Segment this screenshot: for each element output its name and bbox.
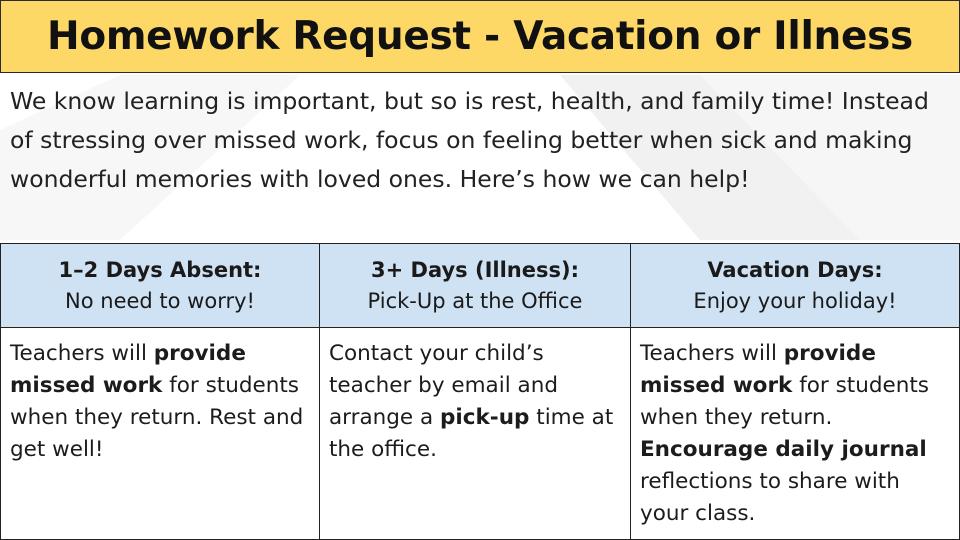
column-header-vacation: [631, 244, 959, 328]
body-emphasis: Encourage daily journal: [640, 437, 927, 462]
column-heading: 3+ Days (Illness):: [371, 257, 579, 282]
body-emphasis: provide missed work: [640, 341, 876, 398]
body-text: time at the office.: [329, 405, 614, 462]
column-body-vacation: [631, 328, 959, 539]
body-text: Teachers will: [640, 341, 784, 366]
body-emphasis: pick-up: [440, 405, 530, 430]
column-body-short-absence: [1, 328, 320, 539]
column-heading: 1–2 Days Absent:: [58, 257, 262, 282]
column-subheading: Pick-Up at the Office: [367, 288, 583, 313]
column-subheading: No need to worry!: [65, 288, 255, 313]
column-subheading: Enjoy your holiday!: [693, 288, 897, 313]
title-banner: [0, 0, 960, 73]
body-text: Contact your child’s teacher by email and arrange a: [329, 341, 558, 430]
column-heading: Vacation Days:: [707, 257, 883, 282]
body-text: reflections to share with your class.: [640, 469, 900, 526]
column-body-illness: [320, 328, 631, 539]
page-title: Homework Request - Vacation or Illness: [47, 14, 913, 59]
body-text: for students when they return.: [640, 373, 929, 430]
intro-paragraph: We know learning is important, but so is rest, health, and family time! Instead of stressing over missed work, focus on feeling better when sick and making wonderful memories with loved ones. Here’s how we can help!: [10, 87, 929, 193]
body-text: Teachers will: [10, 341, 154, 366]
column-header-short-absence: [1, 244, 320, 328]
column-header-illness: [320, 244, 631, 328]
body-text: for students when they return. Rest and get well!: [10, 373, 304, 462]
body-emphasis: provide missed work: [10, 341, 246, 398]
absence-options-table: [0, 243, 960, 540]
